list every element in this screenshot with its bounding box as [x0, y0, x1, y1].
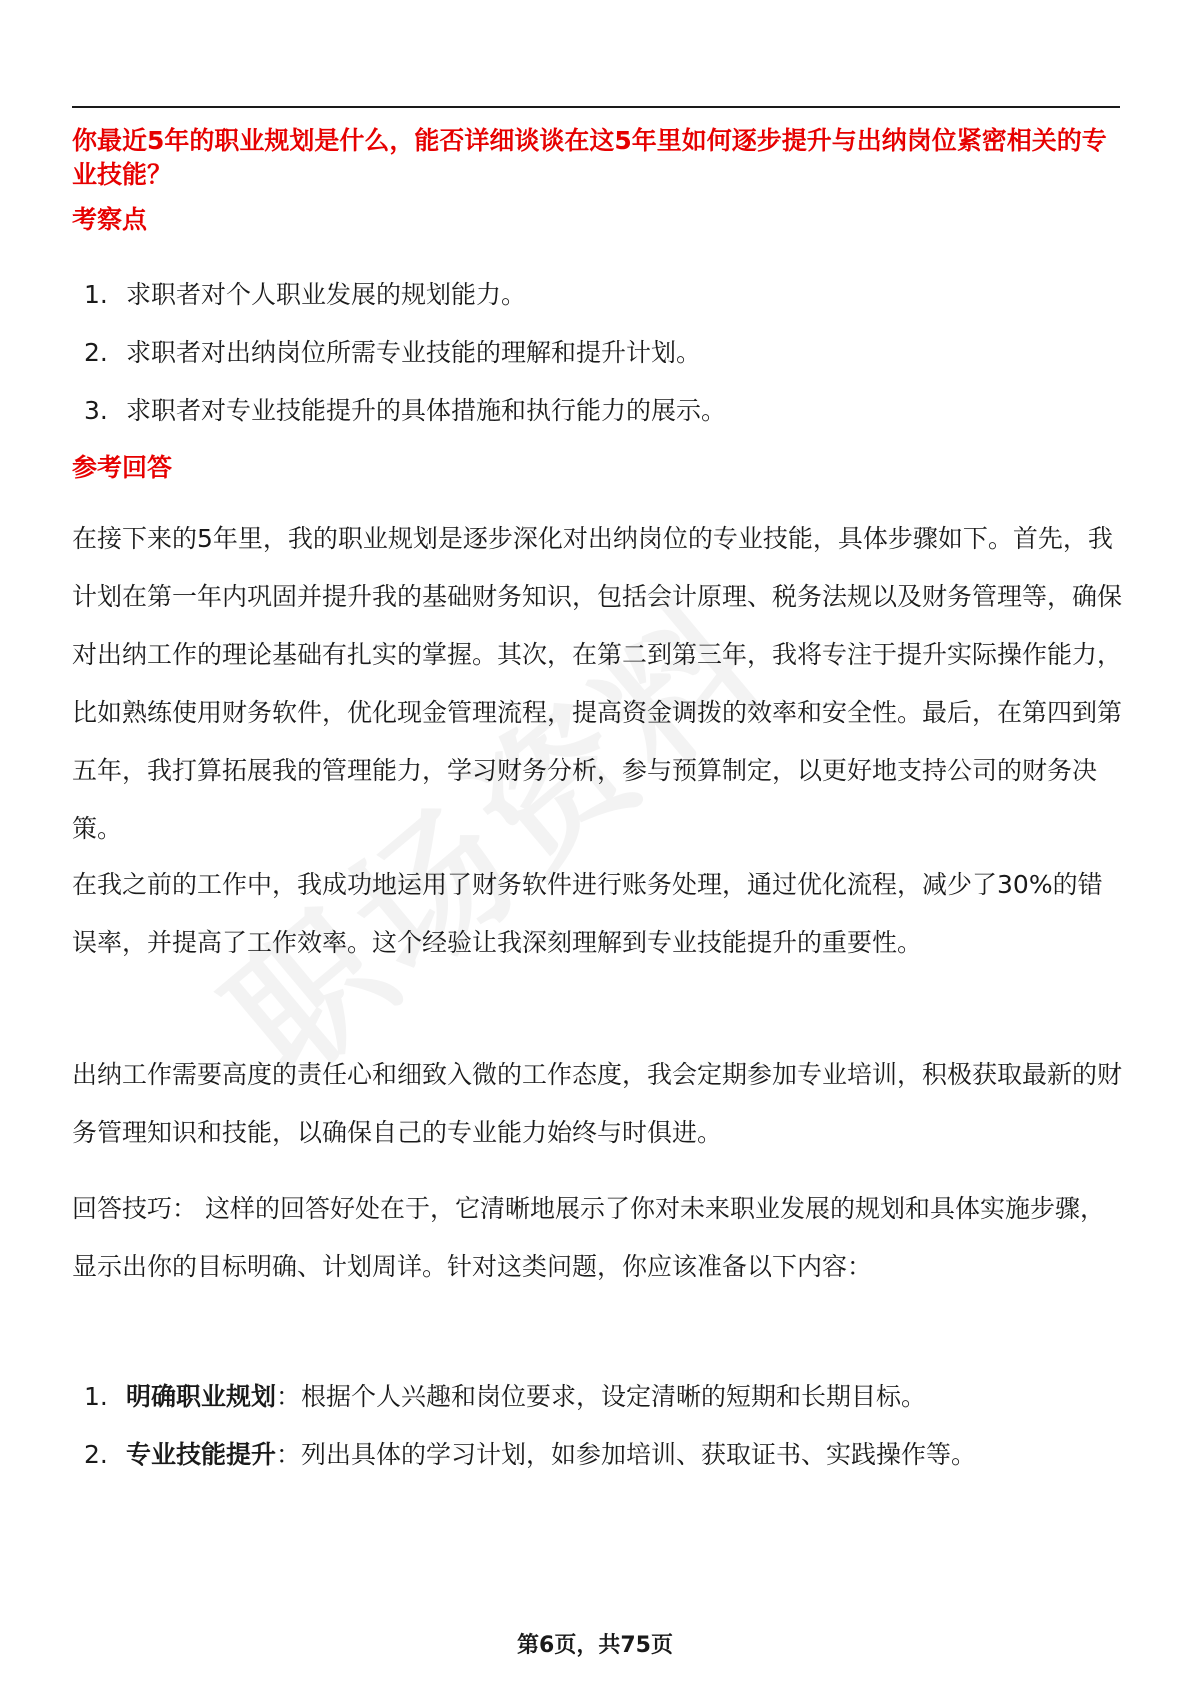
list-text: 求职者对出纳岗位所需专业技能的理解和提升计划。	[126, 338, 702, 367]
list-text	[126, 1380, 926, 1438]
list-item	[84, 394, 726, 452]
tip-label: 明确职业规划	[126, 1382, 277, 1411]
section-heading-reference-answer: 参考回答	[72, 453, 173, 482]
list-text	[126, 1438, 976, 1496]
tip-label: 专业技能提升	[126, 1440, 277, 1469]
list-number: 1.	[84, 280, 108, 309]
list-number: 2.	[84, 1440, 108, 1469]
list-item	[84, 336, 726, 394]
list-text: 求职者对个人职业发展的规划能力。	[126, 280, 527, 309]
list-text: 求职者对专业技能提升的具体措施和执行能力的展示。	[126, 396, 727, 425]
section-heading-key-points: 考察点	[72, 205, 148, 234]
list-item	[84, 1438, 976, 1496]
list-item	[84, 278, 726, 336]
key-points-list	[84, 278, 726, 452]
answer-tips-paragraph: 回答技巧： 这样的回答好处在于，它清晰地展示了你对未来职业发展的规划和具体实施步骤，显示出你的目标明确、计划周详。针对这类问题，你应该准备以下内容：	[72, 1194, 1105, 1281]
list-number: 2.	[84, 338, 108, 367]
question-title: 你最近5年的职业规划是什么，能否详细谈谈在这5年里如何逐步提升与出纳岗位紧密相关的专业技能？	[72, 126, 1107, 189]
page-footer: 第6页，共75页	[517, 1633, 673, 1658]
tip-text: ：列出具体的学习计划，如参加培训、获取证书、实践操作等。	[276, 1440, 977, 1469]
answer-paragraph: 在我之前的工作中，我成功地运用了财务软件进行账务处理，通过优化流程，减少了30%的错误率，并提高了工作效率。这个经验让我深刻理解到专业技能提升的重要性。	[72, 870, 1103, 957]
tip-text: ：根据个人兴趣和岗位要求，设定清晰的短期和长期目标。	[276, 1382, 927, 1411]
answer-paragraph: 出纳工作需要高度的责任心和细致入微的工作态度，我会定期参加专业培训，积极获取最新的财务管理知识和技能，以确保自己的专业能力始终与时俱进。	[72, 1060, 1123, 1147]
list-number: 3.	[84, 396, 108, 425]
list-item	[84, 1380, 976, 1438]
list-number: 1.	[84, 1382, 108, 1411]
answer-paragraph: 在接下来的5年里，我的职业规划是逐步深化对出纳岗位的专业技能，具体步骤如下。首先，我计划在第一年内巩固并提升我的基础财务知识，包括会计原理、税务法规以及财务管理等，确保对出纳工作的理论基础有扎实的掌握。其次，在第二到第三年，我将专注于提升实际操作能力，比如熟练使用财务软件，优化现金管理流程，提高资金调拨的效率和安全性。最后，在第四到第五年，我打算拓展我的管理能力，学习财务分析，参与预算制定，以更好地支持公司的财务决策。	[72, 524, 1123, 843]
top-divider	[72, 106, 1120, 108]
tips-list	[84, 1380, 976, 1496]
